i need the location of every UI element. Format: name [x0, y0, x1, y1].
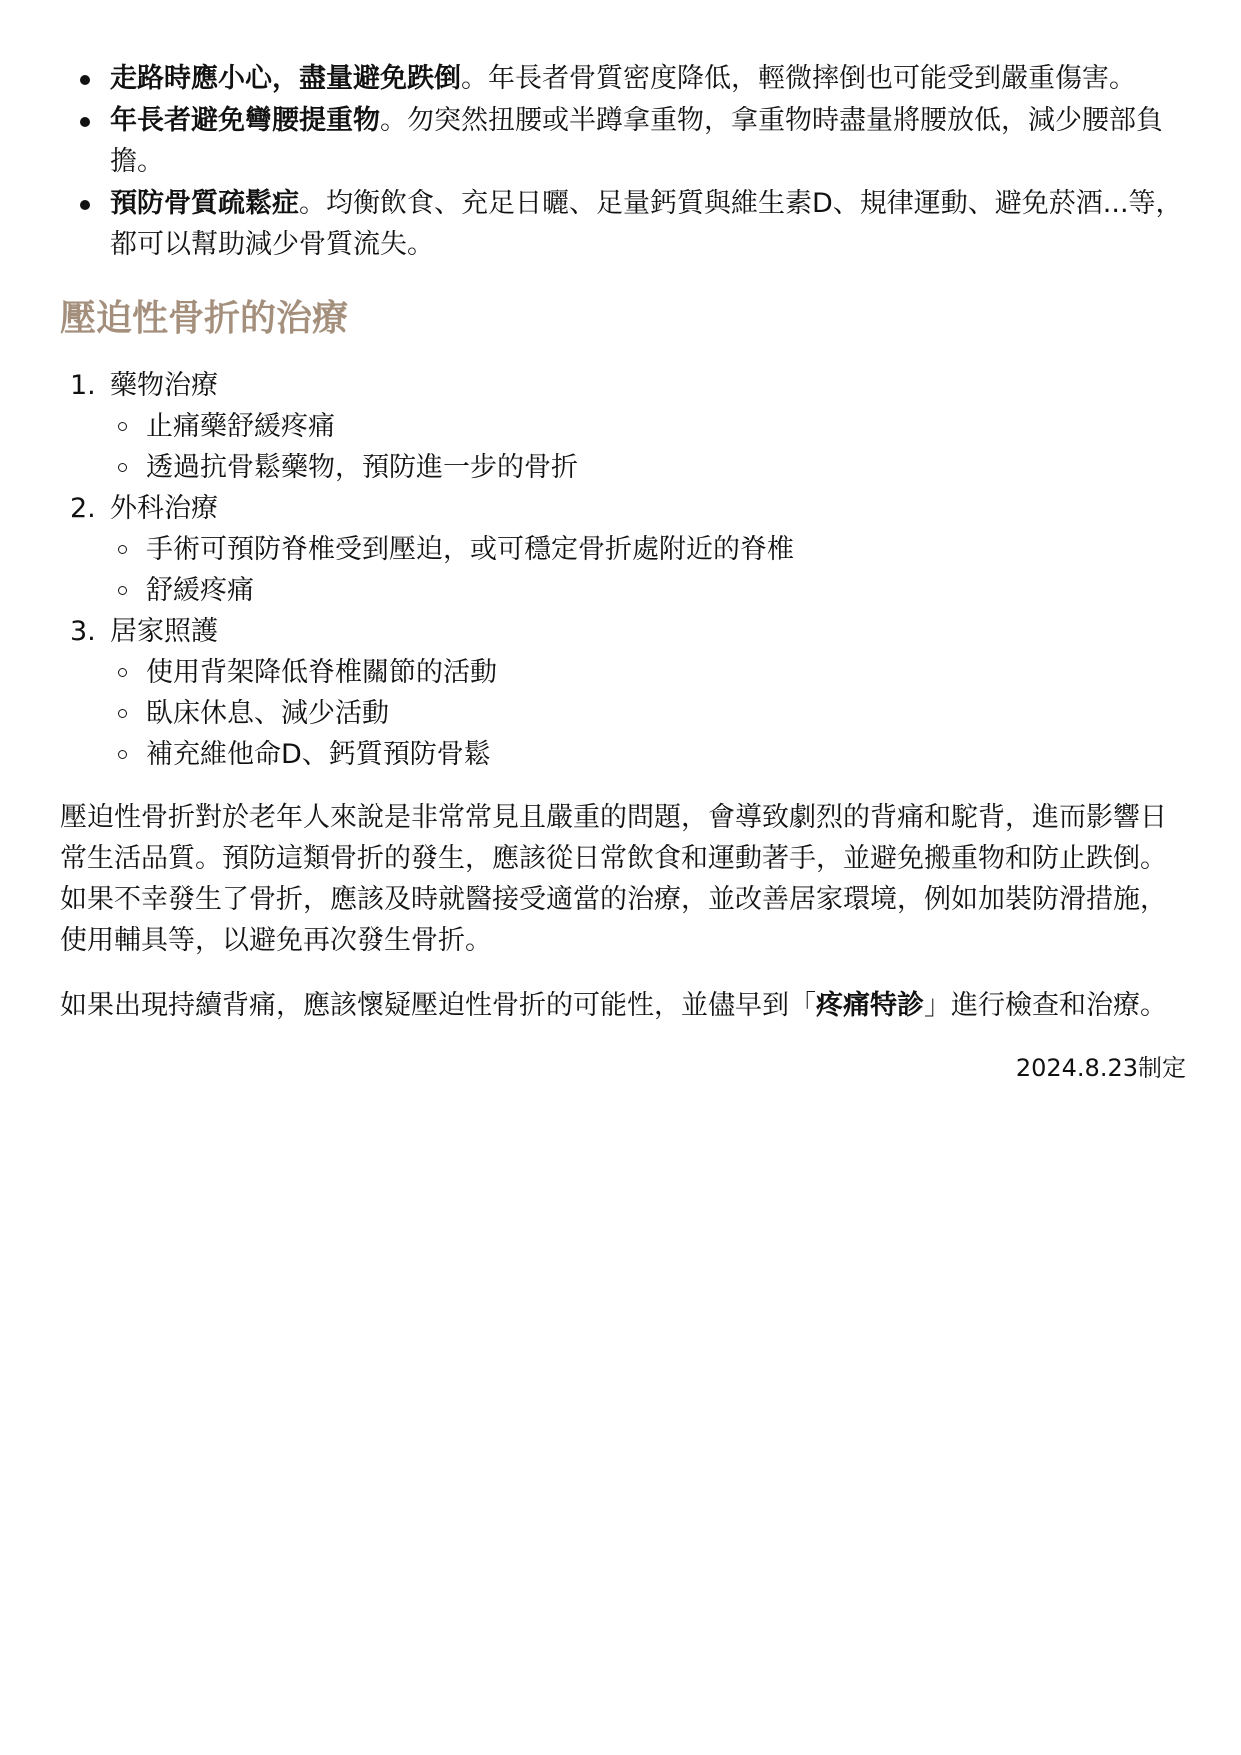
treatment-subitem: 透過抗骨鬆藥物，預防進一步的骨折 [146, 447, 1190, 488]
treatment-subitem: 補充維他命D、鈣質預防骨鬆 [146, 734, 1190, 775]
treatment-number: 1. [70, 370, 96, 401]
treatment-item [70, 365, 1190, 488]
closing-text-after: 」進行檢查和治療。 [924, 990, 1167, 1021]
pain-clinic-name: 疼痛特診 [816, 990, 924, 1021]
closing-paragraph [60, 985, 1190, 1026]
treatment-number: 2. [70, 493, 96, 524]
prevention-item [110, 183, 1190, 265]
treatment-list [60, 365, 1190, 775]
treatment-heading: 壓迫性骨折的治療 [60, 298, 349, 339]
prevention-list [60, 58, 1190, 265]
prevention-item-title: 走路時應小心，盡量避免跌倒 [110, 63, 461, 94]
document-page [60, 58, 1190, 1089]
prevention-item-text: 。勿突然扭腰或半蹲拿重物，拿重物時盡量將腰放低，減少腰部負擔。 [110, 105, 1163, 177]
prevention-item [110, 58, 1190, 99]
treatment-sublist [110, 406, 1190, 488]
treatment-item [70, 488, 1190, 611]
treatment-item [70, 611, 1190, 775]
treatment-label: 外科治療 [110, 493, 218, 524]
prevention-item-title: 預防骨質疏鬆症 [110, 188, 299, 219]
treatment-subitem: 臥床休息、減少活動 [146, 693, 1190, 734]
treatment-subitem: 舒緩疼痛 [146, 570, 1190, 611]
treatment-sublist [110, 652, 1190, 775]
treatment-label: 藥物治療 [110, 370, 218, 401]
prevention-item-text: 。均衡飲食、充足日曬、足量鈣質與維生素D、規律運動、避免菸酒...等，都可以幫助減少骨質流失。 [110, 188, 1183, 260]
prevention-item [110, 100, 1190, 182]
treatment-sublist [110, 529, 1190, 611]
closing-text-before: 如果出現持續背痛，應該懷疑壓迫性骨折的可能性，並儘早到「 [60, 990, 816, 1021]
treatment-label: 居家照護 [110, 616, 218, 647]
treatment-subitem: 手術可預防脊椎受到壓迫，或可穩定骨折處附近的脊椎 [146, 529, 1190, 570]
treatment-subitem: 使用背架降低脊椎關節的活動 [146, 652, 1190, 693]
summary-paragraph: 壓迫性骨折對於老年人來說是非常常見且嚴重的問題，會導致劇烈的背痛和駝背，進而影響日常生活品質。預防這類骨折的發生，應該從日常飲食和運動著手，並避免搬重物和防止跌倒。如果不幸發生了骨折，應該及時就醫接受適當的治療，並改善居家環境，例如加裝防滑措施，使用輔具等，以避免再次發生骨折。 [60, 802, 1167, 956]
prevention-item-title: 年長者避免彎腰提重物 [110, 105, 380, 136]
issue-date: 2024.8.23制定 [1015, 1054, 1186, 1082]
treatment-subitem: 止痛藥舒緩疼痛 [146, 406, 1190, 447]
prevention-item-text: 。年長者骨質密度降低，輕微摔倒也可能受到嚴重傷害。 [461, 63, 1136, 94]
treatment-number: 3. [70, 616, 96, 647]
